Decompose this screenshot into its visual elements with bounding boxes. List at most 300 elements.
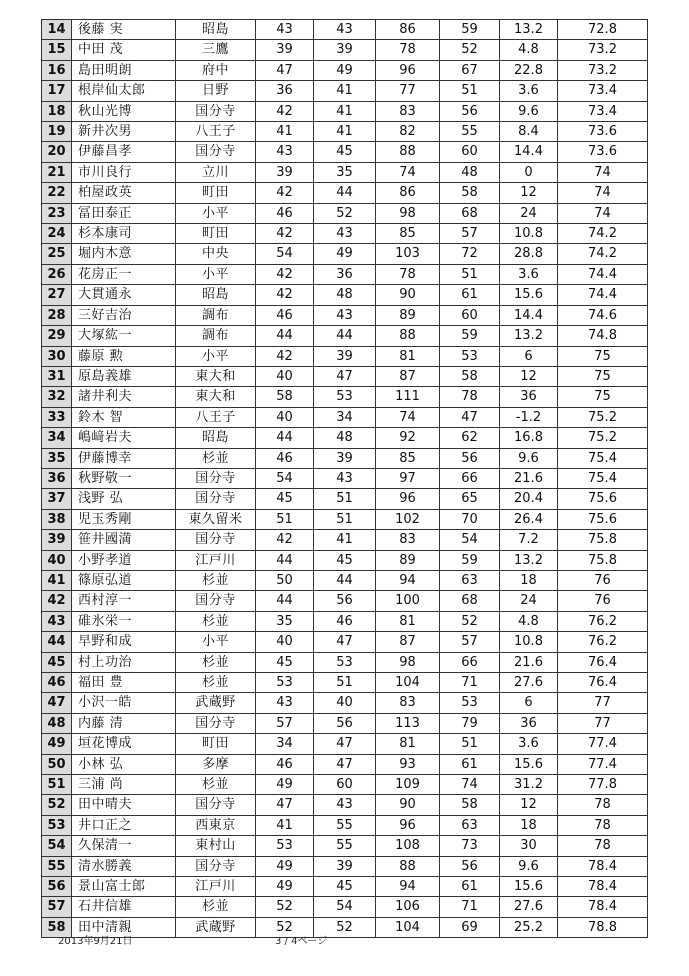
hdcp-cell: 53 [440,693,500,713]
out-score-cell: 42 [256,530,314,550]
in-score-cell: 44 [314,326,376,346]
table-row [42,489,648,509]
hdcp-cell: 65 [440,489,500,509]
in-score-cell: 45 [314,142,376,162]
adjust-cell: 12 [500,795,558,815]
out-score-cell: 46 [256,203,314,223]
city-cell: 国分寺 [176,713,256,733]
adjust-cell: 21.6 [500,468,558,488]
city-cell: 杉並 [176,570,256,590]
gross-cell: 94 [376,570,440,590]
gross-cell: 98 [376,203,440,223]
hdcp-cell: 72 [440,244,500,264]
city-cell: 町田 [176,224,256,244]
hdcp-cell: 68 [440,203,500,223]
gross-cell: 90 [376,285,440,305]
city-cell: 武蔵野 [176,693,256,713]
table-row [42,346,648,366]
adjust-cell: 6 [500,346,558,366]
name-cell: 浅野 弘 [72,489,176,509]
adjust-cell: 27.6 [500,673,558,693]
net-cell: 73.2 [558,60,648,80]
gross-cell: 96 [376,815,440,835]
out-score-cell: 40 [256,632,314,652]
net-cell: 75.6 [558,509,648,529]
out-score-cell: 39 [256,40,314,60]
out-score-cell: 40 [256,366,314,386]
rank-cell: 28 [42,305,72,325]
in-score-cell: 41 [314,122,376,142]
out-score-cell: 44 [256,326,314,346]
gross-cell: 109 [376,775,440,795]
rank-cell: 30 [42,346,72,366]
table-row [42,652,648,672]
city-cell: 杉並 [176,611,256,631]
out-score-cell: 40 [256,407,314,427]
in-score-cell: 52 [314,917,376,937]
hdcp-cell: 51 [440,264,500,284]
hdcp-cell: 54 [440,530,500,550]
in-score-cell: 52 [314,203,376,223]
city-cell: 国分寺 [176,142,256,162]
hdcp-cell: 70 [440,509,500,529]
net-cell: 74.8 [558,326,648,346]
hdcp-cell: 71 [440,673,500,693]
city-cell: 八王子 [176,407,256,427]
hdcp-cell: 63 [440,570,500,590]
city-cell: 小平 [176,264,256,284]
city-cell: 昭島 [176,20,256,40]
out-score-cell: 44 [256,428,314,448]
adjust-cell: -1.2 [500,407,558,427]
gross-cell: 88 [376,326,440,346]
name-cell: 秋野敬一 [72,468,176,488]
out-score-cell: 47 [256,795,314,815]
name-cell: 笹井國満 [72,530,176,550]
gross-cell: 86 [376,20,440,40]
out-score-cell: 46 [256,448,314,468]
table-row [42,407,648,427]
rank-cell: 22 [42,183,72,203]
hdcp-cell: 53 [440,346,500,366]
rank-cell: 18 [42,101,72,121]
net-cell: 73.4 [558,81,648,101]
rank-cell: 15 [42,40,72,60]
in-score-cell: 39 [314,40,376,60]
name-cell: 景山富士郎 [72,877,176,897]
city-cell: 町田 [176,734,256,754]
hdcp-cell: 59 [440,326,500,346]
table-row [42,101,648,121]
gross-cell: 74 [376,162,440,182]
rank-cell: 33 [42,407,72,427]
hdcp-cell: 61 [440,877,500,897]
hdcp-cell: 47 [440,407,500,427]
adjust-cell: 18 [500,815,558,835]
net-cell: 77.4 [558,754,648,774]
city-cell: 国分寺 [176,856,256,876]
name-cell: 篠原弘道 [72,570,176,590]
hdcp-cell: 78 [440,387,500,407]
city-cell: 国分寺 [176,795,256,815]
results-table [41,19,648,938]
city-cell: 八王子 [176,122,256,142]
net-cell: 76.4 [558,673,648,693]
net-cell: 75.8 [558,530,648,550]
in-score-cell: 56 [314,591,376,611]
city-cell: 立川 [176,162,256,182]
out-score-cell: 42 [256,346,314,366]
adjust-cell: 36 [500,387,558,407]
in-score-cell: 36 [314,264,376,284]
table-row [42,285,648,305]
net-cell: 74.2 [558,224,648,244]
gross-cell: 89 [376,550,440,570]
in-score-cell: 39 [314,346,376,366]
name-cell: 田中清親 [72,917,176,937]
out-score-cell: 53 [256,836,314,856]
rank-cell: 47 [42,693,72,713]
city-cell: 国分寺 [176,530,256,550]
gross-cell: 111 [376,387,440,407]
out-score-cell: 42 [256,101,314,121]
city-cell: 国分寺 [176,101,256,121]
in-score-cell: 47 [314,734,376,754]
out-score-cell: 41 [256,815,314,835]
city-cell: 杉並 [176,775,256,795]
name-cell: 花房正一 [72,264,176,284]
rank-cell: 49 [42,734,72,754]
city-cell: 国分寺 [176,468,256,488]
table-row [42,183,648,203]
net-cell: 75.6 [558,489,648,509]
name-cell: 中田 茂 [72,40,176,60]
name-cell: 諸井利夫 [72,387,176,407]
adjust-cell: 3.6 [500,734,558,754]
in-score-cell: 51 [314,509,376,529]
table-row [42,224,648,244]
gross-cell: 85 [376,448,440,468]
net-cell: 75.8 [558,550,648,570]
out-score-cell: 53 [256,673,314,693]
adjust-cell: 13.2 [500,326,558,346]
net-cell: 77.4 [558,734,648,754]
city-cell: 調布 [176,305,256,325]
net-cell: 78.4 [558,877,648,897]
rank-cell: 48 [42,713,72,733]
rank-cell: 31 [42,366,72,386]
out-score-cell: 49 [256,856,314,876]
city-cell: 東久留米 [176,509,256,529]
city-cell: 小平 [176,346,256,366]
table-row [42,60,648,80]
adjust-cell: 14.4 [500,305,558,325]
hdcp-cell: 56 [440,856,500,876]
in-score-cell: 41 [314,101,376,121]
adjust-cell: 12 [500,183,558,203]
net-cell: 74.4 [558,285,648,305]
gross-cell: 83 [376,530,440,550]
gross-cell: 81 [376,346,440,366]
gross-cell: 102 [376,509,440,529]
adjust-cell: 24 [500,203,558,223]
rank-cell: 16 [42,60,72,80]
out-score-cell: 44 [256,550,314,570]
name-cell: 嶋﨑岩夫 [72,428,176,448]
rank-cell: 35 [42,448,72,468]
rank-cell: 45 [42,652,72,672]
table-row [42,468,648,488]
gross-cell: 104 [376,917,440,937]
gross-cell: 94 [376,877,440,897]
in-score-cell: 49 [314,60,376,80]
hdcp-cell: 61 [440,285,500,305]
hdcp-cell: 59 [440,550,500,570]
name-cell: 根岸仙太郎 [72,81,176,101]
city-cell: 日野 [176,81,256,101]
net-cell: 75.4 [558,448,648,468]
city-cell: 小平 [176,203,256,223]
table-row [42,795,648,815]
city-cell: 中央 [176,244,256,264]
net-cell: 78 [558,795,648,815]
gross-cell: 108 [376,836,440,856]
adjust-cell: 3.6 [500,264,558,284]
table-row [42,611,648,631]
net-cell: 75 [558,346,648,366]
out-score-cell: 47 [256,60,314,80]
table-row [42,326,648,346]
out-score-cell: 42 [256,183,314,203]
net-cell: 76 [558,591,648,611]
name-cell: 久保清一 [72,836,176,856]
gross-cell: 87 [376,366,440,386]
name-cell: 藤原 勲 [72,346,176,366]
out-score-cell: 52 [256,917,314,937]
net-cell: 78 [558,815,648,835]
city-cell: 町田 [176,183,256,203]
in-score-cell: 35 [314,162,376,182]
name-cell: 新井次男 [72,122,176,142]
city-cell: 杉並 [176,448,256,468]
in-score-cell: 47 [314,366,376,386]
name-cell: 西村淳一 [72,591,176,611]
gross-cell: 78 [376,40,440,60]
gross-cell: 88 [376,856,440,876]
rank-cell: 46 [42,673,72,693]
adjust-cell: 3.6 [500,81,558,101]
city-cell: 国分寺 [176,489,256,509]
net-cell: 75 [558,387,648,407]
adjust-cell: 36 [500,713,558,733]
net-cell: 74 [558,183,648,203]
name-cell: 井口正之 [72,815,176,835]
table-row [42,509,648,529]
name-cell: 早野和成 [72,632,176,652]
hdcp-cell: 56 [440,448,500,468]
rank-cell: 34 [42,428,72,448]
hdcp-cell: 51 [440,81,500,101]
name-cell: 清水勝義 [72,856,176,876]
net-cell: 74 [558,203,648,223]
rank-cell: 19 [42,122,72,142]
adjust-cell: 0 [500,162,558,182]
table-row [42,775,648,795]
table-row [42,815,648,835]
hdcp-cell: 52 [440,611,500,631]
hdcp-cell: 68 [440,591,500,611]
name-cell: 三浦 尚 [72,775,176,795]
city-cell: 府中 [176,60,256,80]
name-cell: 鈴木 智 [72,407,176,427]
gross-cell: 96 [376,60,440,80]
net-cell: 74 [558,162,648,182]
adjust-cell: 28.8 [500,244,558,264]
net-cell: 74.2 [558,244,648,264]
out-score-cell: 49 [256,877,314,897]
table-row [42,305,648,325]
table-row [42,550,648,570]
net-cell: 75.2 [558,428,648,448]
table-row [42,754,648,774]
in-score-cell: 44 [314,183,376,203]
net-cell: 77 [558,693,648,713]
rank-cell: 41 [42,570,72,590]
adjust-cell: 9.6 [500,856,558,876]
name-cell: 小沢一皓 [72,693,176,713]
rank-cell: 50 [42,754,72,774]
rank-cell: 43 [42,611,72,631]
gross-cell: 98 [376,652,440,672]
table-row [42,122,648,142]
out-score-cell: 36 [256,81,314,101]
rank-cell: 42 [42,591,72,611]
hdcp-cell: 79 [440,713,500,733]
rank-cell: 38 [42,509,72,529]
adjust-cell: 14.4 [500,142,558,162]
net-cell: 76.4 [558,652,648,672]
table-row [42,264,648,284]
name-cell: 碓氷栄一 [72,611,176,631]
net-cell: 75.2 [558,407,648,427]
name-cell: 原島義雄 [72,366,176,386]
hdcp-cell: 48 [440,162,500,182]
gross-cell: 74 [376,407,440,427]
hdcp-cell: 56 [440,101,500,121]
rank-cell: 40 [42,550,72,570]
name-cell: 秋山光博 [72,101,176,121]
table-row [42,40,648,60]
out-score-cell: 42 [256,264,314,284]
out-score-cell: 54 [256,244,314,264]
in-score-cell: 54 [314,897,376,917]
out-score-cell: 43 [256,20,314,40]
out-score-cell: 51 [256,509,314,529]
name-cell: 伊藤昌孝 [72,142,176,162]
name-cell: 村上功治 [72,652,176,672]
name-cell: 福田 豊 [72,673,176,693]
city-cell: 西東京 [176,815,256,835]
gross-cell: 81 [376,611,440,631]
adjust-cell: 16.8 [500,428,558,448]
hdcp-cell: 57 [440,632,500,652]
gross-cell: 89 [376,305,440,325]
table-row [42,673,648,693]
adjust-cell: 31.2 [500,775,558,795]
adjust-cell: 13.2 [500,550,558,570]
in-score-cell: 45 [314,550,376,570]
gross-cell: 85 [376,224,440,244]
in-score-cell: 43 [314,224,376,244]
out-score-cell: 58 [256,387,314,407]
table-row [42,366,648,386]
rank-cell: 29 [42,326,72,346]
rank-cell: 57 [42,897,72,917]
hdcp-cell: 51 [440,734,500,754]
net-cell: 74.6 [558,305,648,325]
rank-cell: 58 [42,917,72,937]
net-cell: 73.6 [558,142,648,162]
in-score-cell: 51 [314,489,376,509]
gross-cell: 93 [376,754,440,774]
out-score-cell: 54 [256,468,314,488]
hdcp-cell: 52 [440,40,500,60]
city-cell: 武蔵野 [176,917,256,937]
out-score-cell: 41 [256,122,314,142]
hdcp-cell: 69 [440,917,500,937]
table-row [42,142,648,162]
in-score-cell: 60 [314,775,376,795]
rank-cell: 56 [42,877,72,897]
out-score-cell: 46 [256,754,314,774]
name-cell: 内藤 清 [72,713,176,733]
rank-cell: 37 [42,489,72,509]
table-row [42,897,648,917]
in-score-cell: 53 [314,652,376,672]
name-cell: 小野孝道 [72,550,176,570]
adjust-cell: 6 [500,693,558,713]
city-cell: 杉並 [176,652,256,672]
adjust-cell: 18 [500,570,558,590]
out-score-cell: 34 [256,734,314,754]
name-cell: 大貫通永 [72,285,176,305]
gross-cell: 83 [376,693,440,713]
name-cell: 島田明朗 [72,60,176,80]
hdcp-cell: 55 [440,122,500,142]
in-score-cell: 43 [314,305,376,325]
gross-cell: 81 [376,734,440,754]
adjust-cell: 8.4 [500,122,558,142]
rank-cell: 36 [42,468,72,488]
rank-cell: 21 [42,162,72,182]
out-score-cell: 50 [256,570,314,590]
hdcp-cell: 63 [440,815,500,835]
name-cell: 杉本康司 [72,224,176,244]
table-row [42,244,648,264]
table-row [42,387,648,407]
in-score-cell: 47 [314,754,376,774]
out-score-cell: 44 [256,591,314,611]
rank-cell: 24 [42,224,72,244]
gross-cell: 100 [376,591,440,611]
rank-cell: 14 [42,20,72,40]
city-cell: 東村山 [176,836,256,856]
adjust-cell: 4.8 [500,40,558,60]
table-row [42,877,648,897]
hdcp-cell: 57 [440,224,500,244]
out-score-cell: 46 [256,305,314,325]
table-row [42,591,648,611]
